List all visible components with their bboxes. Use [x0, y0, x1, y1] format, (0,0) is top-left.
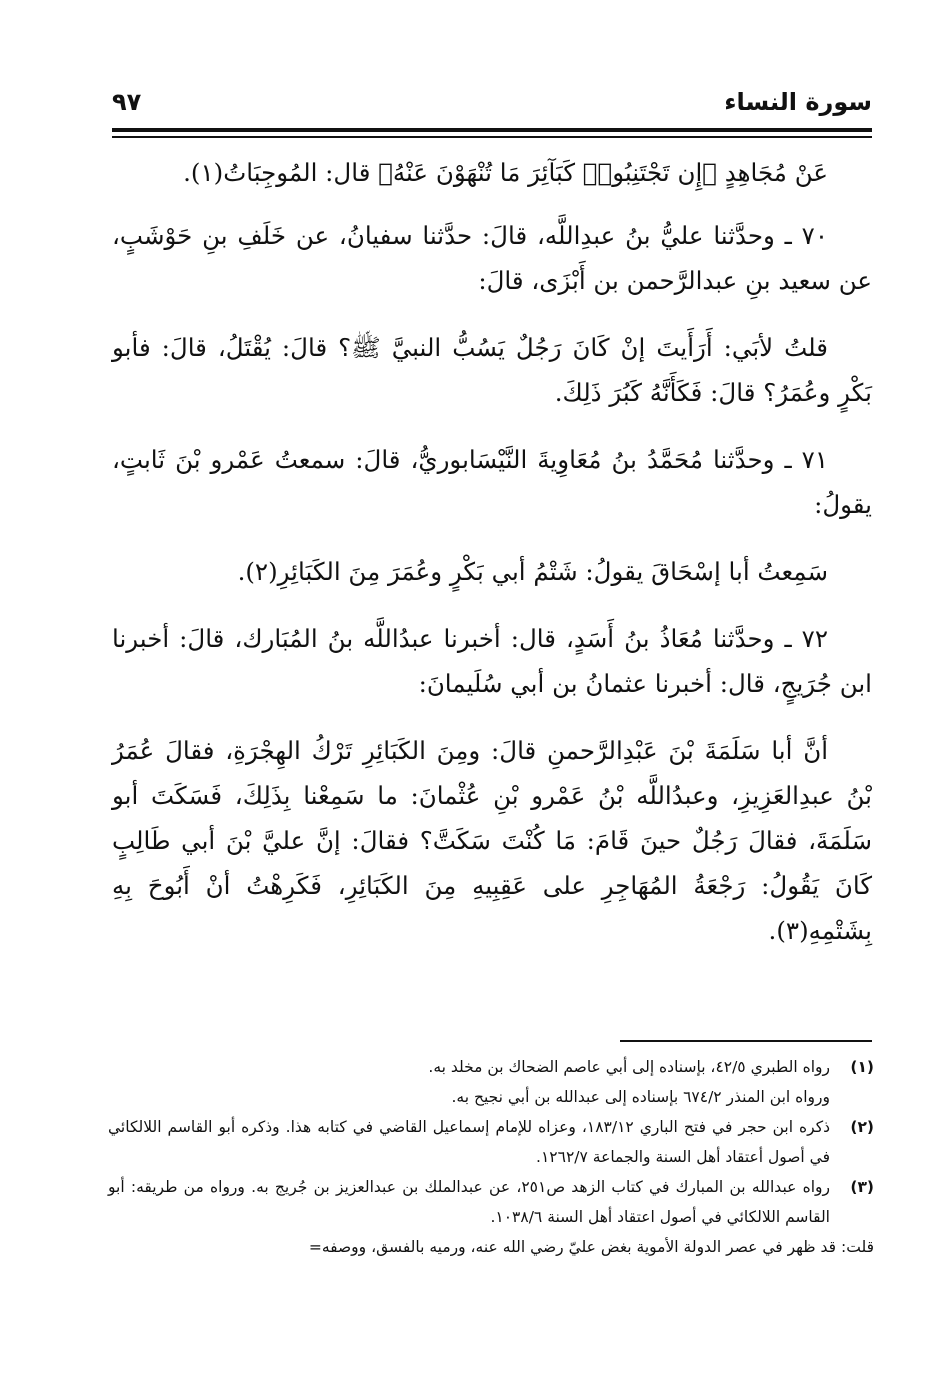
footnote-text	[108, 1112, 830, 1172]
paragraph: ٧١ ـ وحدَّثنا مُحَمَّدُ بنُ مُعَاوِيةَ النَّيْسَابوريُّ، قالَ: سمعتُ عَمْرو بْنَ ثَابتٍ، يقولُ:	[112, 445, 872, 519]
footnote-text	[108, 1172, 830, 1232]
footnote-text	[108, 1052, 830, 1112]
running-title: سورة النساء	[724, 88, 872, 116]
footnote-2	[108, 1112, 874, 1172]
footnotes	[108, 1052, 874, 1262]
header-rule-thick	[112, 128, 872, 132]
footnote-3	[108, 1172, 874, 1232]
main-text	[112, 150, 872, 975]
paragraph: سَمِعتُ أبا إسْحَاقَ يقولُ: شَتْمُ أبي بَكْرٍ وعُمَرَ مِنَ الكَبَائِرِ(٢).	[237, 557, 828, 586]
footnote-continuation: قلت: قد ظهر في عصر الدولة الأموية بغض عليّ رضي الله عنه، ورميه بالفسق، ووصفه=	[308, 1238, 874, 1256]
footnote-1	[108, 1052, 874, 1112]
footnote-number: (٣)	[850, 1178, 874, 1196]
footnote-number: (١)	[850, 1058, 874, 1076]
paragraph: ٧٢ ـ وحدَّثنا مُعَاذُ بنُ أَسَدٍ، قال: أخبرنا عبدُاللَّه بنُ المُبَارك، قالَ: أخبرنا ابن جُرَيجٍ، قال: أخبرنا عثمانُ بن أبي سُلَيمانَ:	[112, 624, 872, 698]
footnote-line: رواه عبدالله بن المبارك في كتاب الزهد ص٢٥١، عن عبدالملك بن عبدالعزيز بن جُريج به. ورواه من طريقه: أبو القاسم اللالكائي في أصول اعتقاد أهل السنة ١٠٣٨/٦.	[108, 1178, 830, 1226]
footnote-line: ورواه ابن المنذر ٦٧٤/٢ بإسناده إلى عبدالله بن أبي نجيح به.	[451, 1088, 830, 1106]
footnote-line: رواه الطبري ٤٢/٥، بإسناده إلى أبي عاصم الضحاك بن مخلد به.	[428, 1058, 830, 1076]
footnote-separator	[620, 1040, 872, 1042]
footnote-line: ذكره ابن حجر في فتح الباري ١٨٣/١٢، وعزاه للإمام إسماعيل القاضي في كتابه هذا. وذكره أبو القاسم اللالكائي في أصول أعتقاد أهل السنة والجماعة ١٢٦٢/٧.	[108, 1118, 831, 1166]
page-header	[112, 84, 872, 124]
paragraph: أنَّ أبا سَلَمَةَ بْنَ عَبْدِالرَّحمنِ قالَ: ومِنَ الكَبَائِرِ تَرْكُ الهِجْرَةِ، فقالَ عُمَرُ بْنُ عبدِالعَزِيزِ، وعبدُاللَّه بْنُ عَمْرو بْنِ عُثْمانَ: ما سَمِعْنا بِذَلِكَ، فَسَكَتَ أبو سَلَمَةَ، فقالَ رَجُلٌ حينَ قَامَ: مَا كُنْتَ سَكَتَّ؟ فقالَ: إنَّ عليَّ بْنَ أبي طَالِبٍ كَانَ يَقُولُ: رَجْعَةُ المُهَاجِرِ على عَقِبِيهِ مِنَ الكَبَائِرِ، فَكَرِهْتُ أنْ أَبُوحَ بِهِ بِشَتْمِهِ(٣).	[112, 736, 872, 945]
paragraph: ٧٠ ـ وحدَّثنا عليُّ بنُ عبدِاللَّه، قالَ: حدَّثنا سفيانُ، عن خَلَفِ بنِ حَوْشَبٍ، عن سعيد بنِ عبدالرَّحمن بن أَبْزَى، قالَ:	[112, 221, 872, 295]
page-number: ٩٧	[112, 88, 142, 116]
footnote-number: (٢)	[850, 1118, 874, 1136]
paragraph: عَنْ مُجَاهِدٍ ﴿إِن تَجْتَنِبُوا۟ كَبَآئِرَ مَا تُنْهَوْنَ عَنْهُ﴾ قال: المُوجِبَاتُ(١).	[183, 158, 828, 187]
paragraph: قلتُ لأبَي: أَرَأَيتَ إنْ كَانَ رَجُلٌ يَسُبُّ النبيَّ ﷺ؟ قالَ: يُقْتَلُ، قالَ: فأبو بَكْرٍ وعُمَرُ؟ قالَ: فَكَأَنَّهُ كَبُرَ ذَلِكَ.	[112, 333, 872, 407]
header-rule-thin	[112, 136, 872, 138]
